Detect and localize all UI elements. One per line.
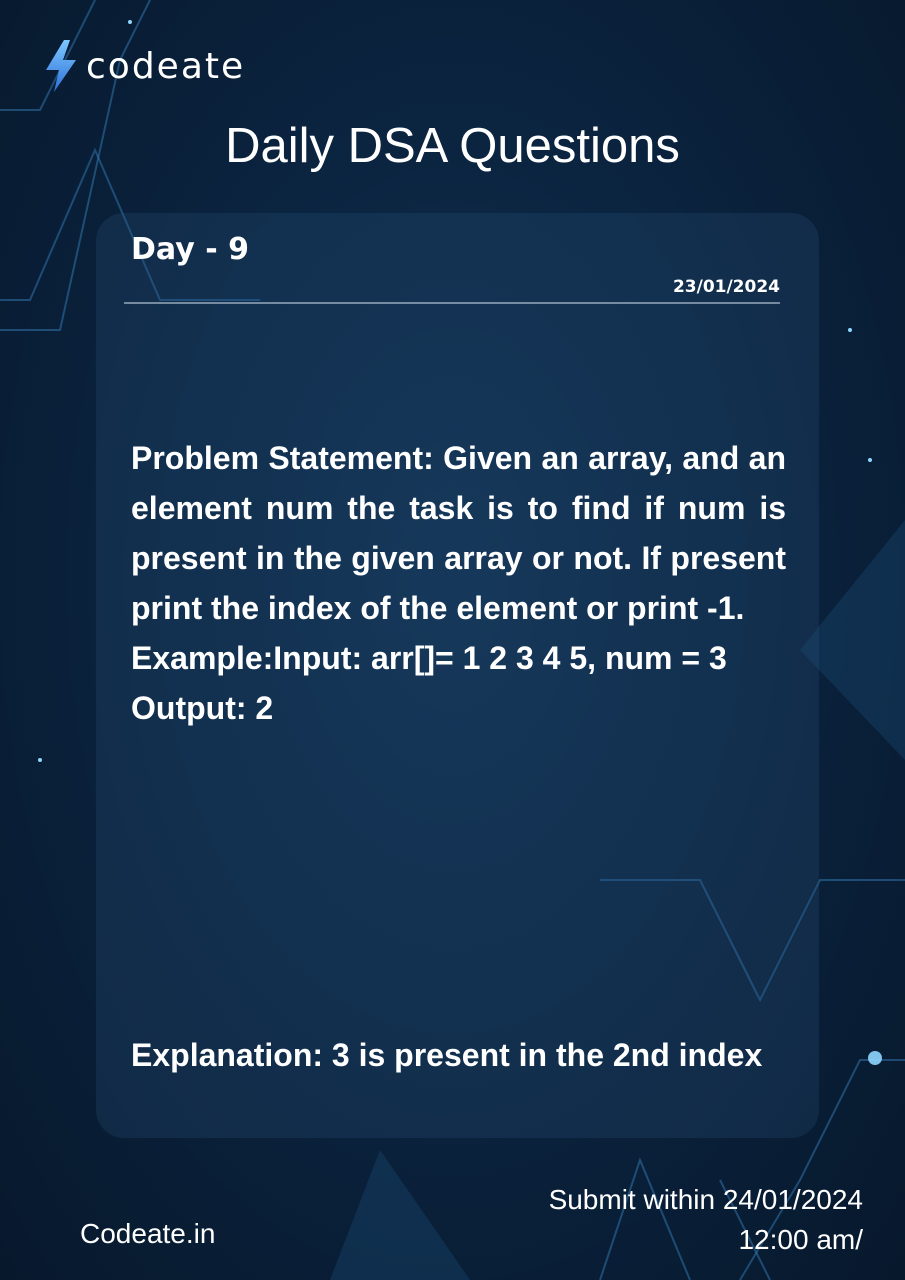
submit-deadline [549, 1180, 863, 1260]
explanation-text: Explanation: 3 is present in the 2nd index [131, 1037, 763, 1073]
problem-statement [131, 433, 786, 733]
brand-name: codeate [86, 45, 246, 87]
example-text: Example:Input: arr[]= 1 2 3 4 5, num = 3 [131, 640, 727, 676]
question-date: 23/01/2024 [672, 277, 780, 297]
problem-text: Problem Statement: Given an array, and an element num the task is to find if num is present in the given array or not. If present print the index of the element or print -1. [131, 440, 786, 626]
brand-logo [44, 40, 245, 92]
output-text: Output: 2 [131, 690, 274, 726]
submit-time: 12:00 am/ [738, 1224, 863, 1255]
day-label: Day - 9 [131, 232, 249, 267]
lightning-bolt-icon [44, 40, 78, 92]
divider [124, 302, 780, 304]
page-title: Daily DSA Questions [225, 119, 680, 173]
website-link[interactable]: Codeate.in [80, 1218, 216, 1249]
submit-date: Submit within 24/01/2024 [548, 1184, 863, 1215]
